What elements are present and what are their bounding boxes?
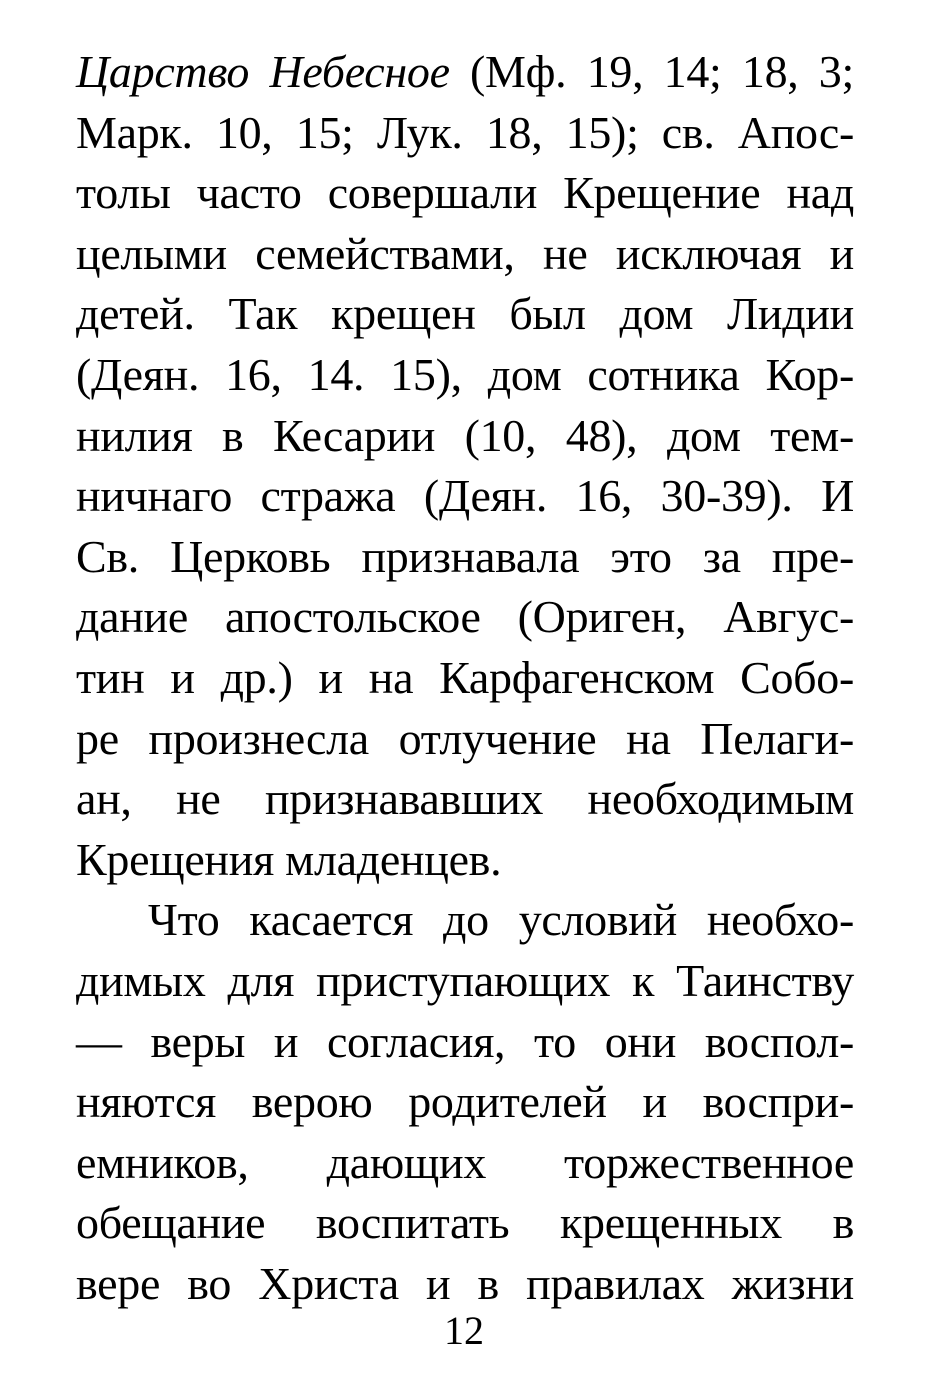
- text-line-8: ничнаго стража (Деян. 16, 30-39). И: [76, 470, 854, 522]
- body-text: [76, 42, 854, 1314]
- text-line-12: ре произнесла отлучение на Пелаги-: [76, 712, 854, 764]
- text-line-9: Св. Церковь признавала это за пре-: [76, 530, 854, 582]
- text-line-7: нилия в Кесарии (10, 48), дом тем-: [76, 409, 854, 461]
- text-line-21: вере во Христа и в правилах жизни: [76, 1257, 854, 1309]
- text-line-3: толы часто совершали Крещение над: [76, 167, 854, 219]
- text-line-18: няются верою родителей и воспри-: [76, 1076, 854, 1128]
- text-line-20: обещание воспитать крещенных в: [76, 1197, 854, 1249]
- text-line-16: димых для приступающих к Таинству: [76, 954, 854, 1006]
- page-number: 12: [444, 1308, 484, 1353]
- text-line-2: Марк. 10, 15; Лук. 18, 15); св. Апос-: [76, 106, 854, 158]
- text-line-14: Крещения младенцев.: [76, 833, 502, 885]
- text-line-1-rest: (Мф. 19, 14; 18, 3;: [449, 46, 854, 97]
- text-line-10: дание апостольское (Ориген, Авгус-: [76, 591, 854, 643]
- text-line-6: (Деян. 16, 14. 15), дом сотника Кор-: [76, 348, 854, 400]
- text-line-17: — веры и согласия, то они воспол-: [76, 1015, 854, 1067]
- text-line-15: Что касается до условий необхо-: [148, 894, 854, 946]
- text-line-11: тин и др.) и на Карфагенском Собо-: [76, 651, 854, 703]
- text-line-4: целыми семействами, не исключая и: [76, 227, 854, 279]
- text-line-13: ан, не признававших необходимым: [76, 773, 854, 825]
- text-line-5: детей. Так крещен был дом Лидии: [76, 288, 854, 340]
- text-line-1: [76, 42, 854, 103]
- emphasis-text: Царство Небесное: [76, 46, 450, 97]
- text-line-19: емников, дающих торжественное: [76, 1136, 854, 1188]
